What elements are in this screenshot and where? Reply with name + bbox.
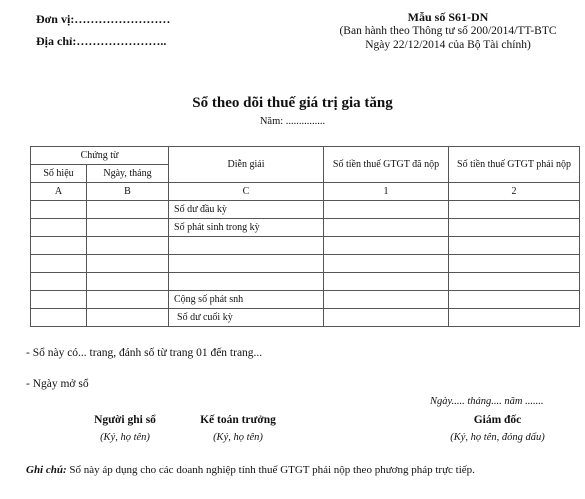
year-line: Năm: ............... bbox=[259, 116, 326, 127]
header-tax-paid: Số tiền thuế GTGT đã nộp bbox=[324, 147, 449, 183]
form-issued-date: Ngày 22/12/2014 của Bộ Tài chính) bbox=[365, 39, 531, 51]
table-row bbox=[31, 273, 580, 291]
table-row bbox=[31, 291, 580, 309]
table-row bbox=[31, 309, 580, 327]
footnote-text: Sổ này áp dụng cho các doanh nghiệp tính thuế GTGT phải nộp theo phương pháp trực tiếp. bbox=[66, 464, 475, 476]
signature-accountant-title: Kế toán trưởng bbox=[200, 414, 276, 426]
form-issued-by: (Ban hành theo Thông tư số 200/2014/TT-BTC bbox=[339, 25, 557, 37]
row-arising-in-period: Số phát sinh trong kỳ bbox=[169, 219, 324, 237]
row-closing-balance: Số dư cuối kỳ bbox=[169, 309, 324, 327]
org-unit-label: Đơn vị:…………………… bbox=[36, 12, 171, 26]
header-voucher-date: Ngày, tháng bbox=[87, 165, 169, 183]
form-info-block bbox=[330, 10, 566, 52]
signature-date-line: Ngày..... tháng.... năm ....... bbox=[430, 396, 544, 407]
note-open-date: - Ngày mở sổ bbox=[26, 378, 89, 390]
table-row bbox=[31, 237, 580, 255]
row-opening-balance: Số dư đầu kỳ bbox=[169, 201, 324, 219]
table-header-row bbox=[31, 147, 580, 165]
signature-accountant-sub: (Ký, họ tên) bbox=[213, 432, 263, 443]
header-description: Diễn giải bbox=[169, 147, 324, 183]
signature-recorder-title: Người ghi sổ bbox=[94, 414, 156, 426]
table-row bbox=[31, 219, 580, 237]
form-code: Mẫu số S61-DN bbox=[407, 10, 489, 24]
table-row bbox=[31, 255, 580, 273]
code-b: B bbox=[87, 183, 169, 201]
note-page-count: - Sổ này có... trang, đánh số từ trang 01 đến trang... bbox=[26, 347, 263, 359]
org-address-label: Địa chỉ:………………….. bbox=[36, 34, 167, 48]
code-2: 2 bbox=[449, 183, 580, 201]
header-voucher-group: Chứng từ bbox=[31, 147, 169, 165]
footnote bbox=[26, 464, 475, 476]
signature-recorder-sub: (Ký, họ tên) bbox=[100, 432, 150, 443]
footnote-label: Ghi chú: bbox=[26, 464, 67, 476]
document-title: Sổ theo dõi thuế giá trị gia tăng bbox=[192, 95, 393, 111]
code-1: 1 bbox=[324, 183, 449, 201]
header-tax-payable: Số tiền thuế GTGT phải nộp bbox=[449, 147, 580, 183]
table-code-row bbox=[31, 183, 580, 201]
signature-director-title: Giám đốc bbox=[473, 414, 522, 426]
code-a: A bbox=[31, 183, 87, 201]
row-total-arising: Cộng số phát snh bbox=[169, 291, 324, 309]
header-voucher-number: Số hiệu bbox=[31, 165, 87, 183]
vat-ledger-table bbox=[30, 146, 580, 327]
code-c: C bbox=[169, 183, 324, 201]
table-row bbox=[31, 201, 580, 219]
signature-director-sub: (Ký, họ tên, đóng dấu) bbox=[450, 432, 545, 443]
